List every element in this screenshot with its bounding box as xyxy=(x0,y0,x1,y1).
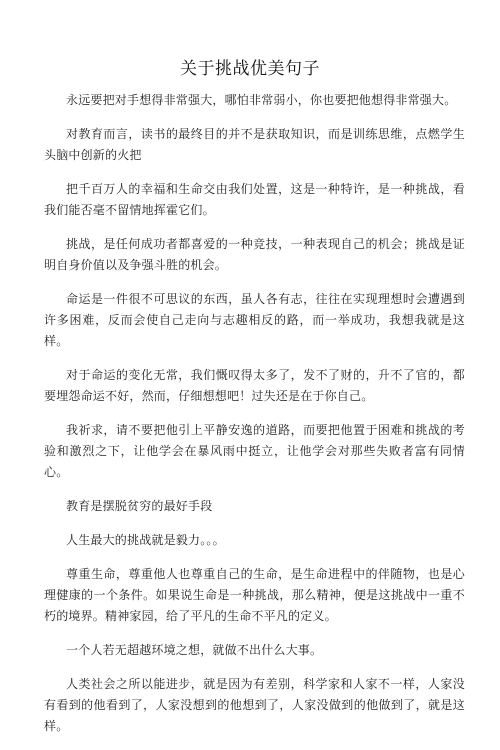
paragraph: 人生最大的挑战就是毅力。。。 xyxy=(66,533,225,547)
paragraph: 一个人若无超越环境之想，就做不出什么大事。 xyxy=(66,643,323,657)
paragraph: 我祈求，请不要把他引上平静安逸的道路，而要把他置于困难和挑战的考验和激烈之下，让他学会在暴风雨中挺立，让他学会对那些失败者富有同情心。 xyxy=(44,423,465,479)
paragraph: 永远要把对手想得非常强大，哪怕非常弱小，你也要把他想得非常强大。 xyxy=(66,93,457,107)
paragraph: 教育是摆脱贫穷的最好手段 xyxy=(66,499,213,513)
paragraph: 对教育而言，读书的最终目的并不是获取知识，而是训练思维，点燃学生头脑中创新的火把 xyxy=(44,127,465,162)
paragraph: 把千百万人的幸福和生命交由我们处置，这是一种特许，是一种挑战，看我们能否毫不留情地挥霍它们。 xyxy=(44,182,465,217)
paragraph: 尊重生命，尊重他人也尊重自己的生命，是生命进程中的伴随物，也是心理健康的一个条件。如果说生命是一种挑战，那么精神，便是这挑战中一重不朽的境界。精神家园，给了平凡的生命不平凡的定义。 xyxy=(44,567,465,623)
paragraph: 对于命运的变化无常，我们慨叹得太多了，发不了财的，升不了官的，都要埋怨命运不好，然而，仔细想想吧！过失还是在于你自己。 xyxy=(44,368,465,403)
paragraph: 挑战，是任何成功者都喜爱的一种竞技，一种表现自己的机会；挑战是证明自身价值以及争强斗胜的机会。 xyxy=(44,237,465,272)
document-body xyxy=(44,90,465,750)
document-title: 关于挑战优美句子 xyxy=(180,59,320,79)
paragraph: 人类社会之所以能进步，就是因为有差别，科学家和人家不一样，人家没有看到的他看到了，人家没想到的他想到了，人家没做到的他做到了，就是这样。 xyxy=(44,677,465,733)
paragraph: 命运是一件很不可思议的东西，虽人各有志，往往在实现理想时会遭遇到许多困难，反而会使自己走向与志趣相反的路，而一举成功，我想我就是这样。 xyxy=(44,292,465,348)
